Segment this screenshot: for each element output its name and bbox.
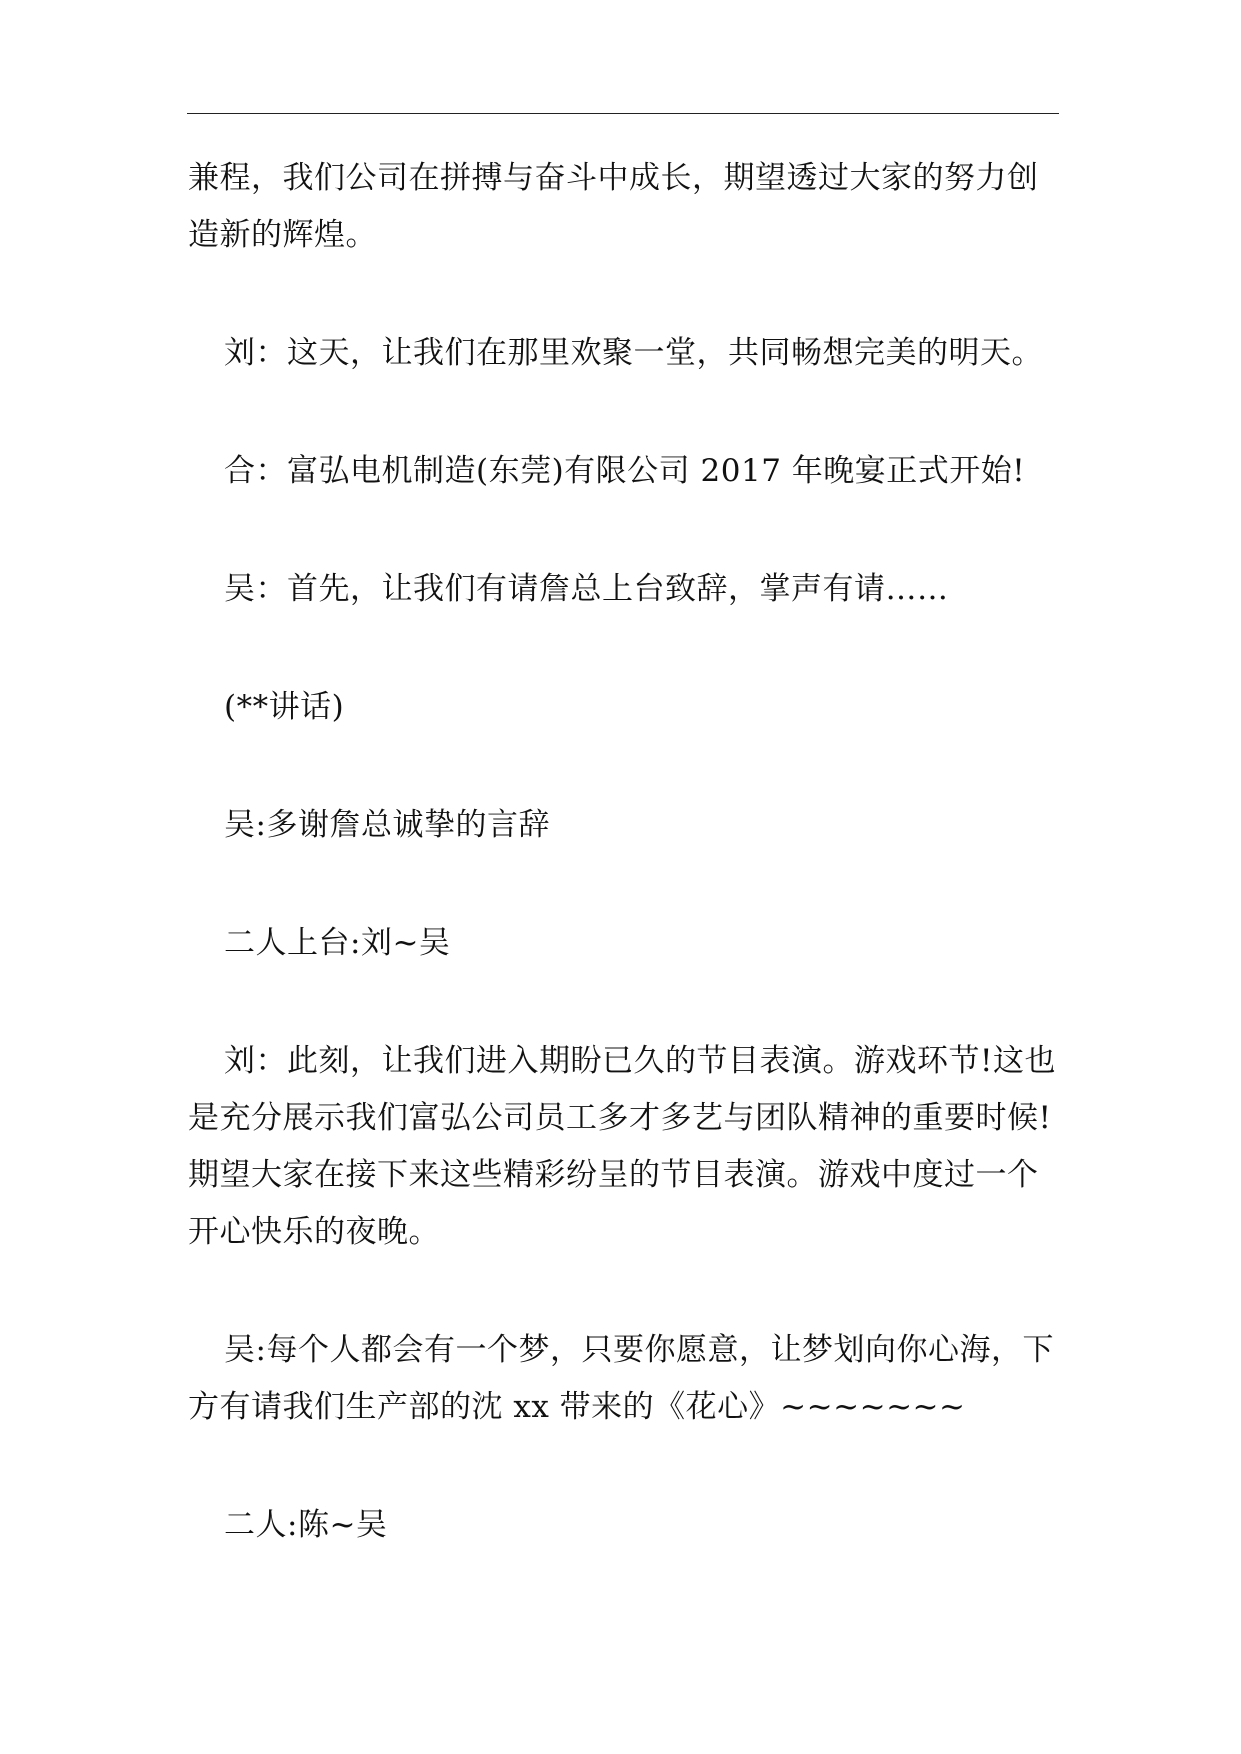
paragraph-joint-opening: 合：富弘电机制造(东莞)有限公司 2017 年晚宴正式开始! <box>224 453 1026 489</box>
paragraph-speech-note: (**讲话) <box>224 689 345 725</box>
paragraph-liu-welcome: 刘：这天，让我们在那里欢聚一堂，共同畅想完美的明天。 <box>224 335 1043 371</box>
paragraph-hosts-on-stage: 二人上台:刘~吴 <box>224 925 451 961</box>
paragraph-liu-performance: 刘：此刻，让我们进入期盼已久的节目表演。游戏环节!这也是充分展示我们富弘公司员工多才多艺与团队精神的重要时候!期望大家在接下来这些精彩纷呈的节目表演。游戏中度过一个开心快乐的夜晚。 <box>188 1043 1056 1250</box>
paragraph-wu-invite: 吴：首先，让我们有请詹总上台致辞，掌声有请…… <box>224 571 949 607</box>
paragraph-wu-dream: 吴:每个人都会有一个梦，只要你愿意，让梦划向你心海，下方有请我们生产部的沈 xx 带来的《花心》~~~~~~~ <box>188 1332 1054 1425</box>
paragraph-wu-thanks: 吴:多谢詹总诚挚的言辞 <box>224 807 550 843</box>
paragraph-hosts-chen-wu: 二人:陈~吴 <box>224 1507 388 1543</box>
header-rule <box>187 113 1059 114</box>
paragraph-continuation: 兼程，我们公司在拼搏与奋斗中成长，期望透过大家的努力创造新的辉煌。 <box>188 160 1039 253</box>
document-body <box>188 150 1060 1554</box>
